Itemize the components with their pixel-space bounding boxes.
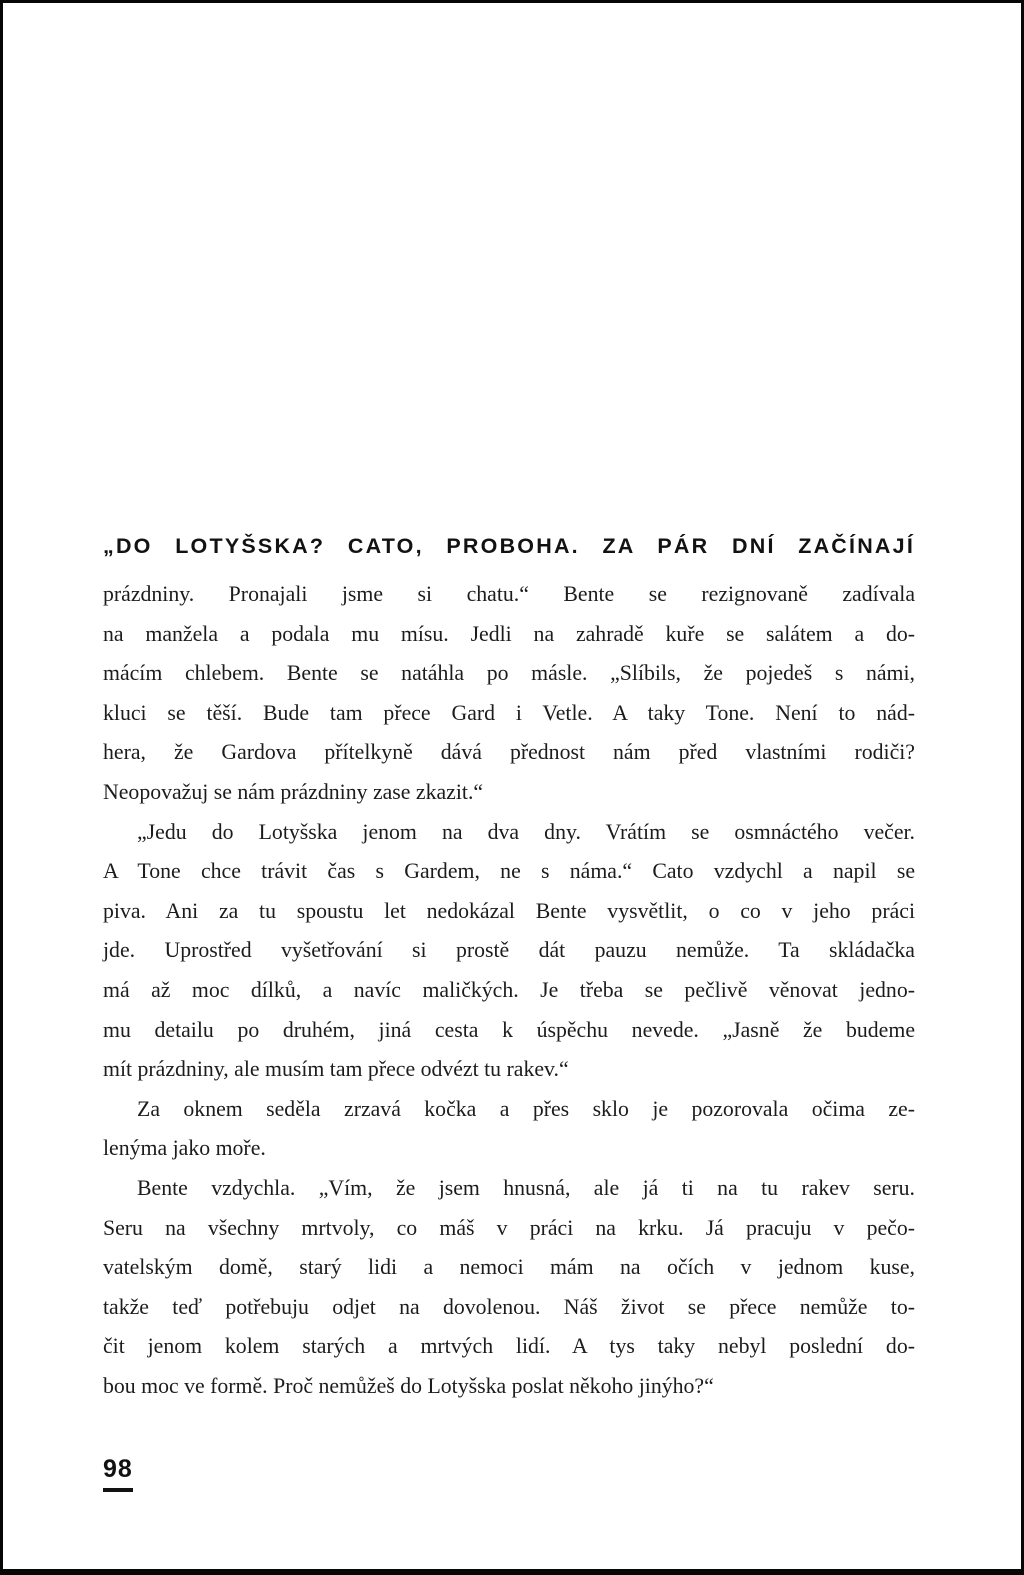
paragraph (103, 575, 915, 813)
text-line: bou moc ve formě. Proč nemůžeš do Lotyšska poslat někoho jinýho?“ (103, 1373, 714, 1398)
page-number: 98 (103, 1455, 133, 1492)
text-line: mu detailu po druhém, jiná cesta k úspěchu nevede. „Jasně že budeme (103, 1017, 915, 1042)
text-line: hera, že Gardova přítelkyně dává přednost nám před vlastními rodiči? (103, 740, 915, 765)
text-line: mít prázdniny, ale musím tam přece odvézt tu rakev.“ (103, 1057, 569, 1082)
text-line: jde. Uprostřed vyšetřování si prostě dát pauzu nemůže. Ta skládačka (103, 938, 915, 963)
text-line: takže teď potřebuju odjet na dovolenou. Náš život se přece nemůže to- (103, 1294, 915, 1319)
text-line: lenýma jako moře. (103, 1136, 266, 1161)
text-line: Seru na všechny mrtvoly, co máš v práci na krku. Já pracuju v pečo- (103, 1215, 915, 1240)
text-line: na manžela a podala mu mísu. Jedli na zahradě kuře se salátem a do- (103, 621, 915, 646)
text-line: prázdniny. Pronajali jsme si chatu.“ Bente se rezignovaně zadívala (103, 582, 915, 606)
text-line: Bente vzdychla. „Vím, že jsem hnusná, ale já ti na tu rakev seru. (137, 1175, 915, 1200)
text-line: vatelským domě, starý lidi a nemoci mám na očích v jednom kuse, (103, 1255, 915, 1280)
body-text (103, 575, 915, 1406)
text-line: piva. Ani za tu spoustu let nedokázal Bente vysvětlit, o co v jeho práci (103, 898, 915, 923)
chapter-heading: „DO LOTYŠSKA? CATO, PROBOHA. ZA PÁR DNÍ ZAČÍNAJÍ (103, 534, 915, 558)
text-line: Neopovažuj se nám prázdniny zase zkazit.“ (103, 779, 484, 804)
text-line: A Tone chce trávit čas s Gardem, ne s náma.“ Cato vzdychl a napil se (103, 859, 915, 884)
page-footer (103, 1455, 133, 1492)
paragraph (103, 813, 915, 1090)
text-line: kluci se těší. Bude tam přece Gard i Vetle. A taky Tone. Není to nád- (103, 700, 915, 725)
paragraph (103, 1090, 915, 1169)
text-line: čit jenom kolem starých a mrtvých lidí. A tys taky nebyl poslední do- (103, 1334, 915, 1359)
text-line: má až moc dílků, a navíc maličkých. Je třeba se pečlivě věnovat jedno- (103, 977, 915, 1002)
text-line: mácím chlebem. Bente se natáhla po másle. „Slíbils, že pojedeš s námi, (103, 661, 915, 686)
text-line: Za oknem seděla zrzavá kočka a přes sklo je pozorovala očima ze- (137, 1096, 915, 1121)
paragraph (103, 1169, 915, 1407)
text-line: „Jedu do Lotyšska jenom na dva dny. Vrátím se osmnáctého večer. (137, 819, 915, 844)
